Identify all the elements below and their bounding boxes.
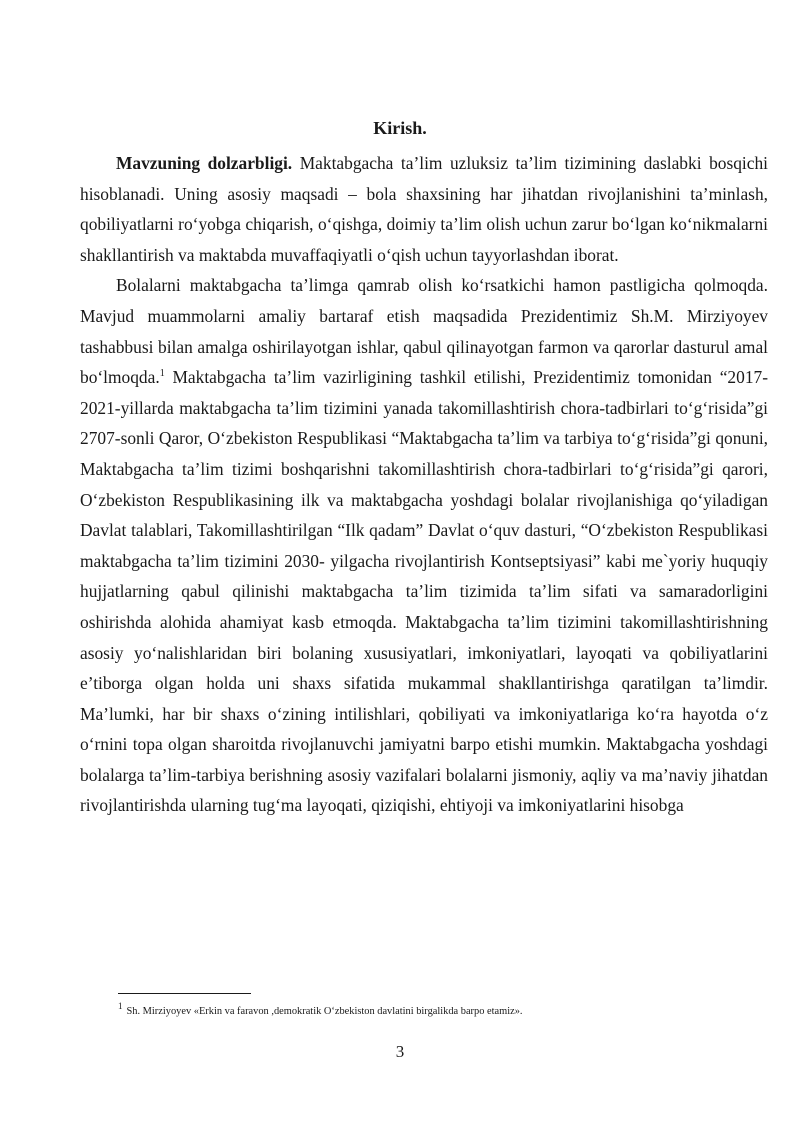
paragraph-lead: Mavzuning dolzarbligi. [116, 153, 293, 173]
paragraph-relevance [80, 148, 768, 270]
footnote-text: Sh. Mirziyoyev «Erkin va faravon ,demokratik O‘zbekiston davlatini birgalikda barpo etamiz». [126, 1006, 523, 1017]
section-title: Kirish. [373, 118, 427, 138]
paragraph-text: Maktabgacha ta’lim uzluksiz ta’lim tizimining daslabki bosqichi hisoblanadi. Uning asosiy maqsadi – bola shaxsining har jihatdan rivojlanishini ta’minlash, qobiliyatlarni ro‘yobga chiqarish, o‘qishga, doimiy ta’lim olish uchun zarur bo‘lgan ko‘nikmalarni shakllantirish va maktabda muvaffaqiyatli o‘qish uchun tayyorlashdan iborat. [80, 153, 768, 265]
footnote-reference[interactable]: 1 [159, 368, 165, 380]
footnote-separator [118, 993, 251, 994]
body-text [80, 148, 768, 821]
footnote-marker: 1 [118, 1001, 123, 1011]
paragraph-main [80, 270, 768, 821]
footnote [118, 1001, 758, 1019]
paragraph-text-after-ref: Maktabgacha ta’lim vazirligining tashkil etilishi, Prezidentimiz tomonidan “2017-2021-yillarda maktabgacha ta’lim tizimini yanada takomillashtirish chora-tadbirlari to‘g‘risida”gi 2707-sonli Qaror, O‘zbekiston Respublikasi “Maktabgacha ta’lim va tarbiya to‘g‘risida”gi qonuni, Maktabgacha ta’lim tizimi boshqarishni takomillashtirish chora-tadbirlari to‘g‘risida”gi qarori, O‘zbekiston Respublikasining ilk va maktabgacha yoshdagi bolalar rivojlanishiga qo‘yiladigan Davlat talablari, Takomillashtirilgan “Ilk qadam” Davlat o‘quv dasturi, “O‘zbekiston Respublikasi maktabgacha ta’lim tizimini 2030- yilgacha rivojlantirish Kontseptsiyasi” kabi me`yoriy huquqiy hujjatlarning qabul qilinishi maktabgacha ta’lim tizimida ta’lim sifati va samaradorligini oshirishda alohida ahamiyat kasb etmoqda. Maktabgacha ta’lim tizimini takomillashtirishning asosiy yo‘nalishlaridan biri bolaning xususiyatlari, imkoniyatlari, layoqati va qobiliyatlarini e’tiborga olgan holda uni shaxs sifatida mukammal shakllantirishga qaratilgan ta’limdir. Ma’lumki, har bir shaxs o‘zining intilishlari, qobiliyati va imkoniyatlariga ko‘ra hayotda o‘z o‘rnini topa olgan sharoitda rivojlanuvchi jamiyatni barpo etishi mumkin. Maktabgacha yoshdagi bolalarga ta’lim-tarbiya berishning asosiy vazifalari bolalarni jismoniy, aqliy va ma’naviy jihatdan rivojlantirishda ularning tug‘ma layoqati, qiziqishi, ehtiyoji va imkoniyatlarini hisobga [80, 367, 768, 816]
page-number: 3 [395, 1042, 405, 1061]
paragraph-text-before-ref: Bolalarni maktabgacha ta’limga qamrab olish ko‘rsatkichi hamon pastligicha qolmoqda. Mavjud muammolarni amaliy bartaraf etish maqsadida Prezidentimiz Sh.M. Mirziyoyev tashabbusi bilan amalga oshirilayotgan ishlar, qabul qilinayotgan farmon va qarorlar dasturul amal bo‘lmoqda. [80, 275, 768, 388]
